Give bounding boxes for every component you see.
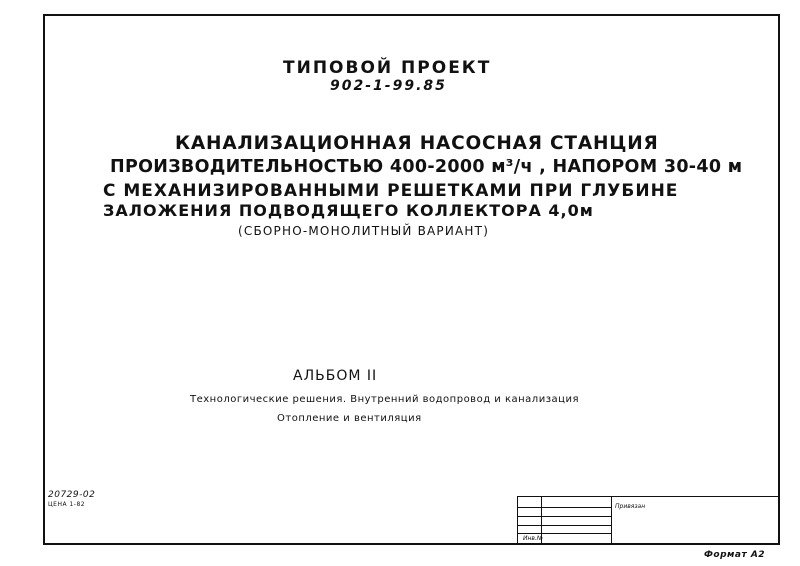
title-line-1: КАНАЛИЗАЦИОННАЯ НАСОСНАЯ СТАНЦИЯ xyxy=(175,133,659,154)
title-block-stamp xyxy=(517,496,778,543)
stamp-attached-label: Привязан xyxy=(615,503,646,510)
price-label: ЦЕНА 1-82 xyxy=(48,501,86,508)
project-type-heading: ТИПОВОЙ ПРОЕКТ xyxy=(283,58,492,78)
album-description-1: Технологические решения. Внутренний водопровод и канализация xyxy=(190,394,579,405)
title-line-3: С МЕХАНИЗИРОВАННЫМИ РЕШЕТКАМИ ПРИ ГЛУБИНЕ xyxy=(103,181,679,201)
title-line-4: ЗАЛОЖЕНИЯ ПОДВОДЯЩЕГО КОЛЛЕКТОРА 4,0м xyxy=(103,201,594,220)
title-variant: (СБОРНО-МОНОЛИТНЫЙ ВАРИАНТ) xyxy=(238,224,490,238)
project-number: 902-1-99.85 xyxy=(330,78,447,94)
title-line-2: ПРОИЗВОДИТЕЛЬНОСТЬЮ 400-2000 м³/ч , НАПОРОМ 30-40 м xyxy=(110,157,743,177)
album-description-2: Отопление и вентиляция xyxy=(277,413,422,424)
sheet-format-label: Формат А2 xyxy=(704,550,766,560)
document-code: 20729-02 xyxy=(48,490,96,500)
album-name: АЛЬБОМ II xyxy=(293,368,378,384)
stamp-inventory-label: Инв.№ xyxy=(523,535,544,542)
